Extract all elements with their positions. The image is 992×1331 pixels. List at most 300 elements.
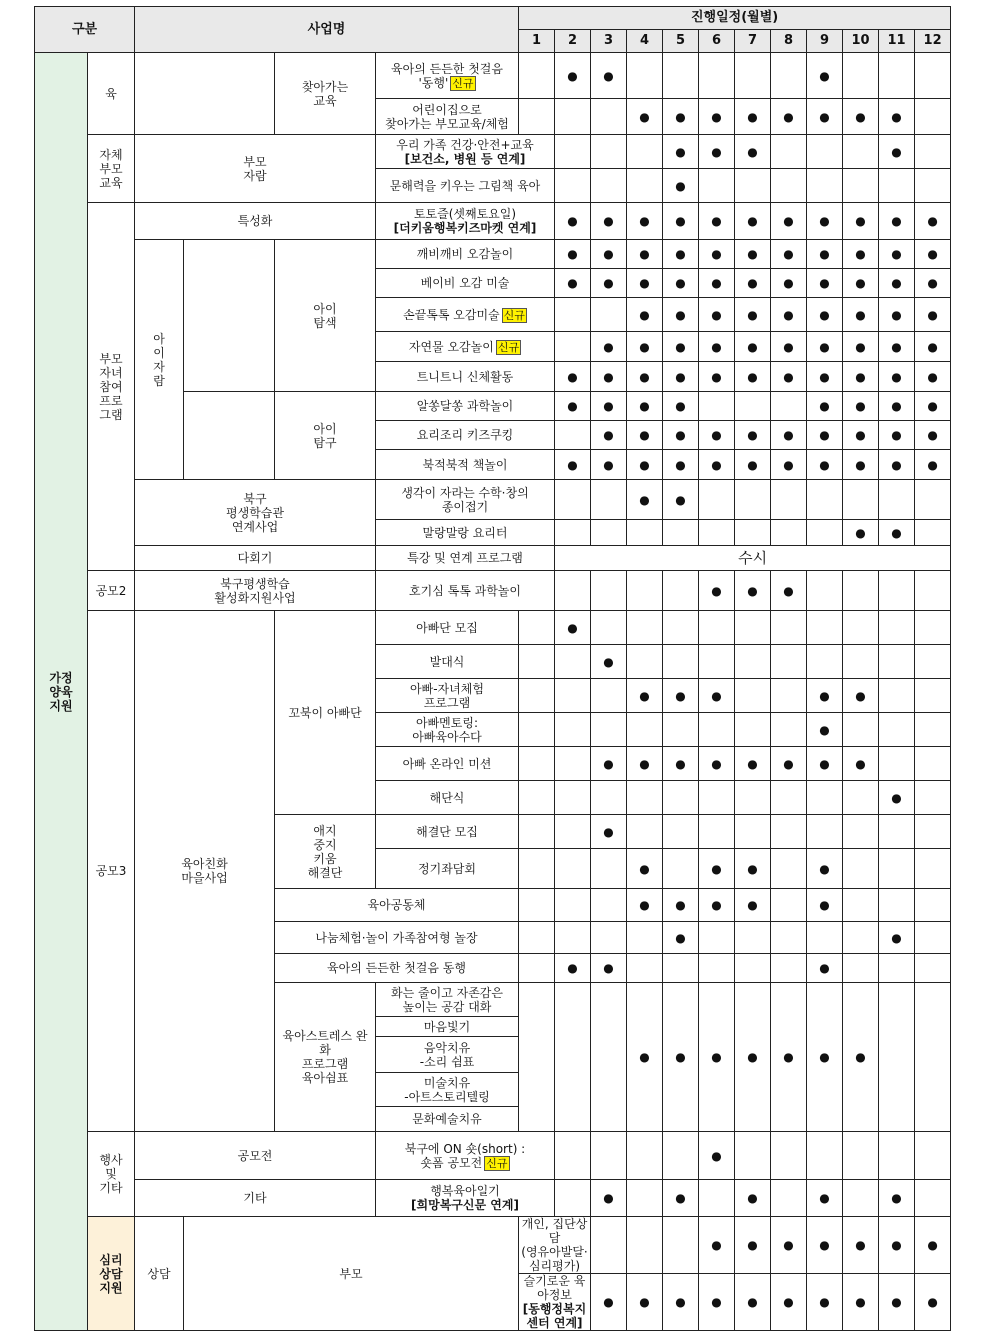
month-cell	[843, 99, 879, 135]
month-cell	[519, 849, 555, 889]
sub-bumo: 부모	[184, 1217, 519, 1331]
program-name	[376, 298, 555, 332]
sub-kkobugi: 꼬북이 아빠단	[275, 611, 376, 815]
schedule-dot: ●	[639, 428, 650, 442]
month-cell	[699, 169, 735, 203]
month-cell	[627, 849, 663, 889]
schedule-dot: ●	[891, 109, 902, 124]
sub-ai-tamsaek: 아이 탐색	[275, 240, 376, 392]
month-cell	[591, 53, 627, 99]
schedule-dot: ●	[603, 214, 614, 228]
schedule-dot: ●	[675, 307, 686, 322]
category-yuk: 육	[88, 53, 135, 135]
month-cell	[735, 1217, 771, 1274]
month-cell	[699, 421, 735, 450]
new-badge: 신규	[452, 76, 474, 90]
month-cell	[807, 747, 843, 781]
schedule-dot: ●	[819, 1295, 830, 1309]
month-cell	[591, 1274, 627, 1331]
month-cell	[735, 747, 771, 781]
schedule-dot: ●	[711, 276, 722, 290]
month-cell	[771, 362, 807, 392]
month-cell	[915, 392, 951, 421]
sub-chajaganeun: 찾아가는 교육	[275, 53, 376, 135]
month-cell	[735, 922, 771, 954]
month-cell	[807, 1180, 843, 1217]
month-cell	[807, 269, 843, 298]
month-cell	[879, 571, 915, 611]
month-cell	[807, 450, 843, 480]
month-cell	[555, 815, 591, 849]
month-cell	[915, 99, 951, 135]
month-cell	[591, 421, 627, 450]
schedule-dot: ●	[891, 247, 902, 261]
schedule-dot: ●	[819, 307, 830, 322]
program-name-text: 육아의 든든한 첫걸음 동행	[327, 961, 466, 975]
month-cell	[627, 983, 663, 1132]
month-cell	[663, 679, 699, 713]
month-cell	[735, 1132, 771, 1180]
schedule-dot: ●	[855, 688, 866, 703]
month-cell	[663, 53, 699, 99]
month-cell	[771, 889, 807, 922]
schedule-dot: ●	[891, 144, 902, 159]
month-header: 10	[843, 30, 879, 53]
month-cell	[663, 298, 699, 332]
month-cell	[699, 392, 735, 421]
month-cell	[555, 611, 591, 645]
schedule-dot: ●	[891, 930, 902, 945]
schedule-dot: ●	[747, 457, 758, 472]
month-cell	[627, 392, 663, 421]
schedule-dot: ●	[747, 898, 758, 912]
month-cell	[735, 421, 771, 450]
schedule-dot: ●	[819, 214, 830, 228]
program-name	[376, 781, 519, 815]
month-cell	[843, 203, 879, 240]
schedule-dot: ●	[639, 457, 650, 472]
month-cell	[771, 571, 807, 611]
program-name-text: 아빠-자녀체험 프로그램	[410, 681, 484, 710]
schedule-dot: ●	[891, 790, 902, 805]
schedule-dot: ●	[855, 756, 866, 771]
month-cell	[771, 747, 807, 781]
schedule-dot: ●	[747, 1295, 758, 1309]
schedule-dot: ●	[891, 428, 902, 442]
month-cell	[519, 781, 555, 815]
program-name	[376, 611, 519, 645]
program-name	[376, 713, 519, 747]
program-name	[376, 392, 555, 421]
month-cell	[627, 645, 663, 679]
month-cell	[771, 169, 807, 203]
month-cell	[879, 781, 915, 815]
month-cell	[807, 922, 843, 954]
schedule-dot: ●	[711, 214, 722, 228]
schedule-dot: ●	[675, 492, 686, 507]
month-cell	[699, 849, 735, 889]
month-cell	[555, 645, 591, 679]
month-cell	[627, 203, 663, 240]
schedule-dot: ●	[747, 756, 758, 771]
program-name	[376, 135, 555, 169]
month-cell	[627, 53, 663, 99]
month-cell	[771, 240, 807, 269]
month-cell	[663, 922, 699, 954]
schedule-dot: ●	[891, 214, 902, 228]
program-name	[376, 747, 519, 781]
month-cell	[663, 983, 699, 1132]
schedule-dot: ●	[855, 525, 866, 540]
month-cell	[735, 815, 771, 849]
month-cell	[627, 450, 663, 480]
schedule-dot: ●	[675, 930, 686, 945]
month-cell	[663, 480, 699, 520]
schedule-dot: ●	[819, 399, 830, 413]
month-cell	[519, 922, 555, 954]
month-cell	[555, 922, 591, 954]
schedule-dot: ●	[855, 1238, 866, 1252]
month-cell	[915, 240, 951, 269]
schedule-dot: ●	[675, 144, 686, 159]
sub-dahoegi: 다회기	[135, 546, 376, 571]
schedule-dot: ●	[819, 369, 830, 384]
schedule-dot: ●	[603, 428, 614, 442]
program-name	[376, 1107, 519, 1132]
month-cell	[519, 99, 555, 135]
month-cell	[591, 849, 627, 889]
schedule-dot: ●	[891, 276, 902, 290]
month-cell	[735, 53, 771, 99]
program-name-text: 호기심 톡톡 과학놀이	[409, 583, 521, 598]
sub-gita: 기타	[135, 1180, 376, 1217]
schedule-dot: ●	[639, 339, 650, 354]
program-name-text: 요리조리 키즈쿠킹	[416, 428, 514, 442]
month-cell	[879, 611, 915, 645]
schedule-dot: ●	[711, 247, 722, 261]
month-cell	[699, 99, 735, 135]
month-cell	[843, 269, 879, 298]
schedule-dot: ●	[891, 457, 902, 472]
schedule-dot: ●	[891, 339, 902, 354]
month-cell	[555, 421, 591, 450]
program-name	[376, 1132, 555, 1180]
month-cell	[591, 1217, 627, 1274]
schedule-dot: ●	[639, 369, 650, 384]
schedule-dot: ●	[855, 214, 866, 228]
sub-bukgu-hwal: 북구평생학습 활성화지원사업	[135, 571, 376, 611]
month-cell	[627, 815, 663, 849]
month-cell	[771, 611, 807, 645]
schedule-dot: ●	[819, 247, 830, 261]
schedule-dot: ●	[711, 861, 722, 876]
month-cell	[879, 480, 915, 520]
month-cell	[843, 713, 879, 747]
month-cell	[879, 679, 915, 713]
program-name-text: 아빠 온라인 미션	[402, 756, 492, 771]
month-cell	[519, 889, 555, 922]
schedule-dot: ●	[891, 369, 902, 384]
schedule-dot: ●	[747, 247, 758, 261]
schedule-dot: ●	[927, 1238, 938, 1252]
schedule-dot: ●	[855, 307, 866, 322]
month-cell	[699, 1274, 735, 1331]
month-cell	[735, 480, 771, 520]
month-cell	[555, 954, 591, 983]
schedule-dot: ●	[783, 428, 794, 442]
month-cell	[555, 1132, 591, 1180]
month-cell	[807, 1274, 843, 1331]
schedule-dot: ●	[783, 307, 794, 322]
month-cell	[699, 332, 735, 362]
month-cell	[699, 520, 735, 546]
month-cell	[735, 889, 771, 922]
month-cell	[663, 954, 699, 983]
month-cell	[843, 922, 879, 954]
schedule-dot: ●	[639, 399, 650, 413]
month-cell	[735, 298, 771, 332]
month-cell	[627, 135, 663, 169]
schedule-dot: ●	[675, 178, 686, 193]
month-header: 4	[627, 30, 663, 53]
schedule-dot: ●	[891, 1295, 902, 1309]
month-cell	[879, 954, 915, 983]
sub-ai-tamgu: 아이 탐구	[275, 392, 376, 480]
month-cell	[663, 332, 699, 362]
month-cell	[627, 332, 663, 362]
sub-aeji: 애지 중지 키움 해결단	[275, 815, 376, 889]
month-cell	[915, 53, 951, 99]
month-cell	[555, 849, 591, 889]
month-cell	[591, 1132, 627, 1180]
schedule-dot: ●	[819, 428, 830, 442]
month-cell	[843, 520, 879, 546]
program-name	[376, 421, 555, 450]
month-cell	[735, 713, 771, 747]
month-cell	[627, 922, 663, 954]
program-name-text: 문해력을 키우는 그림책 육아	[389, 178, 541, 193]
month-cell	[591, 815, 627, 849]
month-cell	[735, 1274, 771, 1331]
month-cell	[627, 713, 663, 747]
program-name	[275, 922, 519, 954]
program-name	[376, 269, 555, 298]
schedule-dot: ●	[675, 399, 686, 413]
month-cell	[807, 815, 843, 849]
schedule-dot: ●	[783, 1050, 794, 1064]
schedule-dot: ●	[819, 1050, 830, 1064]
month-cell	[807, 298, 843, 332]
schedule-dot: ●	[747, 339, 758, 354]
schedule-dot: ●	[855, 457, 866, 472]
month-header: 12	[915, 30, 951, 53]
month-cell	[771, 269, 807, 298]
program-name-text: 해단식	[429, 790, 465, 805]
month-cell	[555, 713, 591, 747]
program-name	[519, 1274, 591, 1331]
schedule-dot: ●	[783, 1238, 794, 1252]
schedule-dot: ●	[639, 247, 650, 261]
month-cell	[843, 298, 879, 332]
program-name-text: 알쏭달쏭 과학놀이	[416, 399, 514, 413]
program-name-text: 우리 가족 건강·안전+교육	[396, 137, 534, 152]
program-partner: [희망복구신문 연계]	[411, 1198, 519, 1212]
month-cell	[699, 480, 735, 520]
month-cell	[663, 1180, 699, 1217]
month-cell	[555, 571, 591, 611]
schedule-dot: ●	[711, 583, 722, 598]
month-header: 2	[555, 30, 591, 53]
month-cell	[663, 269, 699, 298]
month-cell	[843, 332, 879, 362]
schedule-dot: ●	[675, 339, 686, 354]
category-gongmo2: 공모2	[88, 571, 135, 611]
month-cell	[843, 1132, 879, 1180]
month-cell	[807, 169, 843, 203]
schedule-dot: ●	[675, 1050, 686, 1064]
schedule-dot: ●	[675, 1191, 686, 1205]
month-cell	[879, 713, 915, 747]
schedule-dot: ●	[603, 824, 614, 839]
month-cell	[915, 1217, 951, 1274]
month-cell	[879, 1217, 915, 1274]
month-cell	[627, 1180, 663, 1217]
month-cell	[519, 747, 555, 781]
month-cell	[807, 53, 843, 99]
month-cell	[843, 1274, 879, 1331]
month-cell	[915, 480, 951, 520]
schedule-dot: ●	[783, 1295, 794, 1309]
month-cell	[735, 983, 771, 1132]
schedule-dot: ●	[927, 457, 938, 472]
month-cell	[699, 815, 735, 849]
schedule-dot: ●	[891, 1238, 902, 1252]
schedule-dot: ●	[747, 369, 758, 384]
month-cell	[699, 645, 735, 679]
month-cell	[771, 1180, 807, 1217]
program-partner: [동행정복지센터 연계]	[522, 1302, 587, 1330]
month-cell	[915, 645, 951, 679]
month-cell	[591, 480, 627, 520]
month-cell	[879, 983, 915, 1132]
program-name-text: 어린이집으로 찾아가는 부모교육/체험	[385, 102, 509, 131]
month-cell	[699, 53, 735, 99]
program-name-text: 아빠단 모집	[416, 620, 478, 635]
schedule-dot: ●	[747, 583, 758, 598]
schedule-dot: ●	[567, 457, 578, 472]
program-name-text: 트니트니 신체활동	[416, 369, 514, 384]
month-cell	[699, 362, 735, 392]
sub-ai-jaram: 아 이 자 람	[135, 240, 184, 480]
month-cell	[879, 169, 915, 203]
schedule-dot: ●	[747, 1050, 758, 1064]
schedule-dot: ●	[927, 339, 938, 354]
schedule-dot: ●	[855, 399, 866, 413]
sub-gongmojeon: 공모전	[135, 1132, 376, 1180]
month-cell	[915, 747, 951, 781]
sub-bumo-jaram: 부모 자람	[135, 135, 376, 203]
schedule-dot: ●	[603, 654, 614, 669]
month-cell	[807, 240, 843, 269]
month-cell	[555, 332, 591, 362]
month-cell	[627, 954, 663, 983]
program-name	[376, 1180, 555, 1217]
month-cell	[591, 922, 627, 954]
month-cell	[843, 645, 879, 679]
month-cell	[663, 421, 699, 450]
sub-stress: 육아스트레스 완화 프로그램 육아쉼표	[275, 983, 376, 1132]
month-cell	[735, 135, 771, 169]
schedule-dot: ●	[603, 1295, 614, 1309]
month-cell	[519, 983, 555, 1132]
month-cell	[555, 269, 591, 298]
month-cell	[915, 169, 951, 203]
schedule-dot: ●	[783, 339, 794, 354]
schedule-dot: ●	[855, 276, 866, 290]
month-cell	[807, 713, 843, 747]
month-cell	[699, 954, 735, 983]
schedule-dot: ●	[639, 109, 650, 124]
month-cell	[555, 480, 591, 520]
program-name	[376, 571, 555, 611]
schedule-dot: ●	[711, 428, 722, 442]
month-cell	[843, 392, 879, 421]
month-cell	[663, 99, 699, 135]
month-cell	[771, 450, 807, 480]
schedule-dot: ●	[891, 1191, 902, 1205]
program-name	[376, 240, 555, 269]
month-cell	[807, 392, 843, 421]
category-gajeong: 가정 양육 지원	[35, 53, 88, 1331]
month-cell	[519, 954, 555, 983]
month-cell	[915, 611, 951, 645]
schedule-dot: ●	[639, 688, 650, 703]
month-cell	[555, 889, 591, 922]
month-cell	[663, 611, 699, 645]
month-cell	[771, 781, 807, 815]
sub-teukseong: 특성화	[135, 203, 376, 240]
month-cell	[735, 169, 771, 203]
month-cell	[555, 53, 591, 99]
month-cell	[843, 889, 879, 922]
month-cell	[699, 1180, 735, 1217]
schedule-dot: ●	[675, 457, 686, 472]
category-simri: 심리 상담 지원	[88, 1217, 135, 1331]
schedule-dot: ●	[783, 276, 794, 290]
month-cell	[735, 611, 771, 645]
month-cell	[663, 781, 699, 815]
month-cell	[735, 571, 771, 611]
program-name	[376, 450, 555, 480]
month-cell	[807, 1132, 843, 1180]
schedule-dot: ●	[711, 1050, 722, 1064]
month-cell	[915, 571, 951, 611]
program-name	[376, 203, 555, 240]
month-cell	[591, 679, 627, 713]
program-name-text: 음악치유 -소리 쉼표	[419, 1040, 475, 1069]
schedule-dot: ●	[747, 109, 758, 124]
month-cell	[555, 135, 591, 169]
month-cell	[663, 240, 699, 269]
month-cell	[627, 480, 663, 520]
month-cell	[843, 1217, 879, 1274]
schedule-dot: ●	[675, 369, 686, 384]
month-cell	[699, 679, 735, 713]
schedule-dot: ●	[675, 688, 686, 703]
schedule-dot: ●	[927, 214, 938, 228]
sub-bukgu-pyeong: 북구 평생학습관 연계사업	[135, 480, 376, 546]
month-cell	[591, 889, 627, 922]
